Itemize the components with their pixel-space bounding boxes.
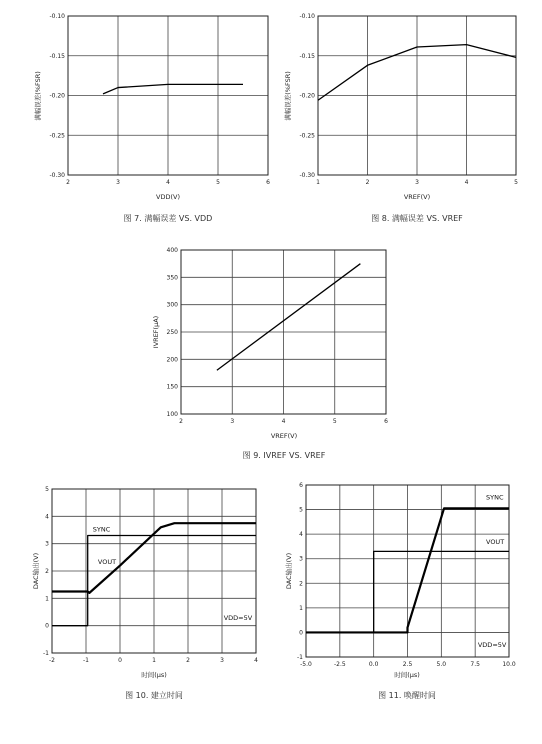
x-tick-label: 7.5 — [470, 661, 480, 668]
x-tick-label: 1 — [152, 657, 156, 664]
y-tick-label: 400 — [166, 247, 178, 254]
x-tick-label: 3 — [230, 418, 235, 425]
annotation-label: VOUT — [485, 537, 505, 546]
y-tick-label: 1 — [45, 595, 49, 603]
x-tick-label: 5 — [514, 179, 518, 186]
y-axis-label: 满幅误差(%FSR) — [34, 71, 42, 121]
y-axis-label: DAC输出(V) — [32, 552, 40, 590]
x-tick-label: 3 — [116, 179, 120, 186]
x-tick-label: 5.0 — [436, 661, 447, 668]
x-axis-label: 时间(μs) — [141, 671, 167, 679]
y-tick-label: -0.30 — [49, 172, 65, 179]
chart-full-scale-error-vs-vdd — [33, 13, 270, 223]
x-tick-label: 2 — [186, 657, 190, 664]
y-tick-label: 2 — [45, 568, 49, 575]
y-tick-label: -1 — [297, 654, 303, 661]
series-line — [217, 264, 361, 371]
chart-ivref-vs-vref — [152, 247, 388, 460]
annotation-label: VOUT — [97, 558, 117, 567]
x-tick-label: 3 — [220, 657, 224, 664]
x-tick-label: 0 — [118, 657, 122, 664]
x-tick-label: 6 — [266, 179, 270, 186]
y-tick-label: 200 — [166, 356, 178, 364]
x-tick-label: 3 — [415, 179, 419, 186]
y-tick-label: 0 — [299, 629, 303, 637]
y-tick-label: -0.10 — [299, 13, 315, 20]
x-tick-label: -1 — [83, 657, 89, 664]
x-tick-label: -2.5 — [333, 661, 346, 668]
x-tick-label: -2 — [49, 657, 55, 664]
x-tick-label: 4 — [166, 179, 170, 186]
y-tick-label: -0.20 — [49, 92, 65, 100]
y-tick-label: -0.15 — [299, 52, 315, 60]
x-tick-label: 2.5 — [402, 661, 413, 668]
y-tick-label: 0 — [45, 622, 49, 630]
chart-wakeup-time — [284, 482, 516, 700]
chart-caption: 图 7. 满幅误差 VS. VDD — [123, 214, 213, 223]
x-axis-label: 时间(μs) — [394, 671, 420, 679]
y-tick-label: 5 — [45, 486, 49, 493]
y-tick-label: 6 — [299, 482, 303, 489]
y-tick-label: -0.30 — [299, 172, 315, 179]
y-tick-label: 150 — [166, 383, 178, 391]
x-tick-label: 4 — [464, 179, 469, 186]
x-tick-label: 4 — [281, 418, 286, 425]
y-tick-label: 300 — [166, 301, 178, 309]
x-tick-label: 5 — [332, 418, 337, 425]
series-line — [103, 84, 243, 94]
chart-full-scale-error-vs-vref — [283, 13, 518, 223]
y-tick-label: 250 — [166, 329, 178, 336]
x-tick-label: 2 — [365, 179, 370, 186]
chart-caption: 图 10. 建立时间 — [125, 691, 183, 700]
y-tick-label: 100 — [166, 411, 178, 418]
x-tick-label: 2 — [179, 418, 183, 425]
y-tick-label: 3 — [45, 540, 49, 548]
annotation-label: VDD=5V — [477, 641, 507, 650]
chart-caption: 图 9. IVREF VS. VREF — [242, 451, 326, 460]
y-tick-label: 2 — [299, 580, 303, 588]
y-tick-label: -1 — [43, 650, 49, 657]
y-axis-label: 满幅误差(%FSR) — [284, 71, 292, 121]
y-tick-label: 1 — [299, 604, 303, 612]
y-tick-label: 4 — [45, 513, 49, 521]
y-axis-label: DAC输出(V) — [285, 552, 293, 590]
y-tick-label: 3 — [299, 555, 303, 563]
chart-caption: 图 11. 唤醒时间 — [378, 691, 436, 700]
x-tick-label: 1 — [316, 179, 320, 186]
chart-caption: 图 8. 满幅误差 VS. VREF — [371, 214, 463, 223]
y-tick-label: 5 — [299, 506, 303, 514]
y-tick-label: -0.25 — [49, 132, 65, 140]
x-tick-label: 2 — [66, 179, 70, 186]
x-tick-label: 4 — [254, 657, 258, 664]
x-tick-label: 5 — [216, 179, 220, 186]
x-tick-label: 0.0 — [368, 661, 379, 668]
y-tick-label: -0.10 — [49, 13, 65, 20]
y-tick-label: -0.25 — [299, 132, 315, 140]
annotation-label: SYNC — [92, 525, 111, 534]
y-tick-label: 350 — [166, 274, 178, 282]
x-tick-label: 6 — [384, 418, 388, 425]
x-tick-label: 10.0 — [502, 661, 516, 668]
annotation-label: SYNC — [485, 493, 504, 502]
y-tick-label: -0.20 — [299, 92, 315, 100]
y-tick-label: 4 — [299, 531, 303, 539]
x-axis-label: VDD(V) — [156, 193, 180, 201]
x-axis-label: VREF(V) — [270, 432, 298, 440]
x-axis-label: VREF(V) — [403, 193, 431, 201]
y-axis-label: IVREF(μA) — [152, 315, 160, 349]
annotation-label: VDD=5V — [223, 614, 253, 623]
chart-settling-time — [31, 486, 258, 700]
x-tick-label: -5.0 — [300, 661, 312, 668]
y-tick-label: -0.15 — [49, 52, 65, 60]
